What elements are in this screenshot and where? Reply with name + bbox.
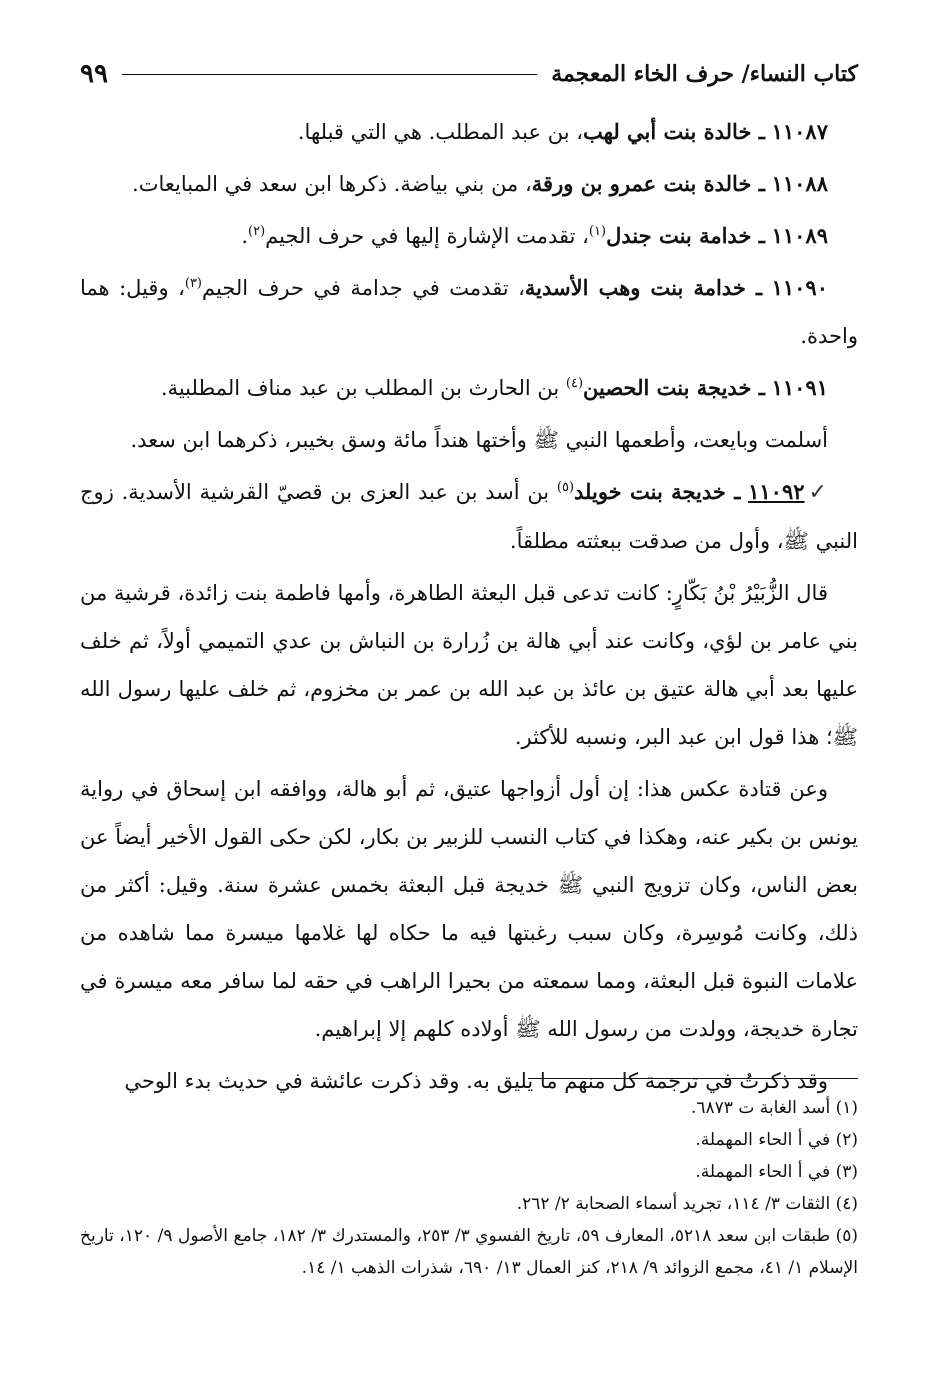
paragraph-text: : كانت تدعى قبل البعثة الطاهرة، وأمها فاطمة بنت زائدة، قرشية من بني عامر بن لؤي، وكانت عند أبي هالة بن زُرارة بن النباش بن عدي التميمي أولاً، ثم خلف عليها بعد أبي هالة عتيق بن عائذ بن عبد الله بن عمر بن مخزوم، ثم خلف عليها رسول الله ﷺ؛ هذا قول ابن عبد البر، ونسبه للأكثر. <box>80 581 859 749</box>
footnote-item: (٢) في أ الحاء المهملة. <box>695 1130 858 1150</box>
entry-11091: ١١٠٩١ ـ خديجة بنت الحصين$^{(٤)}$ بن الحارث بن المطلب بن عبد مناف المطلبية. <box>160 375 828 400</box>
checkmark-icon: ✓ <box>808 480 828 505</box>
footnote-ref: (٥) <box>556 480 575 495</box>
header-rule <box>122 74 537 75</box>
entry-number: ١١٠٩٠ <box>771 275 828 300</box>
entry-11090: ١١٠٩٠ ـ خدامة بنت وهب الأسدية، تقدمت في جدامة في حرف الجيم$^{(٣)}$، وقيل: هما واحدة. <box>80 275 858 348</box>
entry-number: ١١٠٨٨ <box>771 171 828 196</box>
paragraph-bayaat: أسلمت وبايعت، وأطعمها النبي ﷺ وأختها هنداً مائة وسق بخيبر، ذكرهما ابن سعد. <box>130 428 828 452</box>
footnote-ref: (١) <box>588 224 607 239</box>
entry-text: ، من بني بياضة. ذكرها ابن سعد في المبايعات. <box>132 172 532 196</box>
entry-11088: ١١٠٨٨ ـ خالدة بنت عمرو بن ورقة، من بني بياضة. ذكرها ابن سعد في المبايعات. <box>132 171 828 196</box>
entry-number: ١١٠٨٩ <box>771 223 828 248</box>
footnote-ref: (٣) <box>184 276 202 291</box>
entry-number: ١١٠٩١ <box>771 375 828 400</box>
paragraph-qatada: وعن قتادة عكس هذا: إن أول أزواجها عتيق، ثم أبو هالة، ووافقه ابن إسحاق في رواية يونس بن بكير عنه، وهكذا في كتاب النسب للزبير بن بكار، لكن حكى القول الأخير أيضاً عن بعض الناس، وكان تزويج النبي ﷺ خديجة قبل البعثة بخمس عشرة سنة. وقيل: أكثر من ذلك، وكانت مُوسِرة، وكان سبب رغبتها فيه ما حكاه لها غلامها ميسرة مما شاهده من علامات النبوة قبل البعثة، ومما سمعته من بحيرا الراهب في حقه لما سافر معه ميسرة في تجارة خديجة، وولدت من رسول الله ﷺ أولاده كلهم إلا إبراهيم. <box>80 777 858 1041</box>
footnote-rule <box>528 1078 858 1079</box>
footnote-item: (٥) طبقات ابن سعد ٥٢١٨، المعارف ٥٩، تاريخ الفسوي ٣/ ٢٥٣، والمستدرك ٣/ ١٨٢، جامع الأصول ٩/ ١٢٠، تاريخ الإسلام ١/ ٤١، مجمع الزوائد ٩/ ٢١٨، كنز العمال ١٣/ ٦٩٠، شذرات الذهب ١/ ١٤. <box>80 1226 858 1278</box>
entry-11087: ١١٠٨٧ ـ خالدة بنت أبي لهب، بن عبد المطلب. هي التي قبلها. <box>297 119 828 144</box>
entry-name: خديجة بنت الحصين <box>583 375 752 400</box>
footnote-item: (٣) في أ الحاء المهملة. <box>695 1162 858 1182</box>
paragraph-zubair <box>80 569 858 761</box>
entry-name: خالدة بنت عمرو بن ورقة <box>531 171 752 196</box>
entry-text: ، بن عبد المطلب. هي التي قبلها. <box>297 120 584 144</box>
entry-11089: ١١٠٨٩ ـ خدامة بنت جندل$^{(١)}$، تقدمت الإشارة إليها في حرف الجيم$^{(٢)}$. <box>241 223 828 248</box>
entry-text: ، تقدمت الإشارة إليها في حرف الجيم <box>265 224 589 248</box>
paragraph-continuation: وقد ذكرتُ في ترجمة كل منهم ما يليق به. وقد ذكرت عائشة في حديث بدء الوحي <box>124 1069 828 1093</box>
footnote-ref: (٤) <box>565 376 584 391</box>
entry-11092: ✓١١٠٩٢ ـ خديجة بنت خويلد$^{(٥)}$ بن أسد بن عبد العزى بن قصيّ القرشية الأسدية. زوج النبي ﷺ، وأول من صدقت ببعثته مطلقاً. <box>80 479 858 553</box>
entry-name: خديجة بنت خويلد <box>574 479 726 504</box>
main-text <box>80 108 858 1109</box>
footnote-ref: (٢) <box>248 224 266 239</box>
entry-text-end: ، وقيل: هما واحدة. <box>80 276 858 348</box>
entry-text: بن الحارث بن المطلب بن عبد مناف المطلبية. <box>160 376 566 400</box>
entry-name: خدامة بنت وهب الأسدية <box>524 275 746 300</box>
entry-text: ، تقدمت في جدامة في حرف الجيم <box>202 276 525 300</box>
entry-number: ١١٠٨٧ <box>771 119 828 144</box>
running-title: كتاب النساء/ حرف الخاء المعجمة <box>551 61 858 87</box>
page-number: ٩٩ <box>80 59 108 89</box>
footnotes <box>80 1092 858 1284</box>
footnote-item: (٤) الثقات ٣/ ١١٤، تجريد أسماء الصحابة ٢/ ٢٦٢. <box>516 1194 858 1214</box>
entry-number: ١١٠٩٢ <box>748 479 805 504</box>
paragraph-lead: قال الزُّبَيْرُ بْنُ بَكّارٍ <box>672 581 828 605</box>
entry-name: خالدة بنت أبي لهب <box>583 119 752 144</box>
entry-name: خدامة بنت جندل <box>606 223 752 248</box>
entry-text-end: . <box>241 224 248 248</box>
footnote-item: (١) أسد الغابة ت ٦٨٧٣. <box>691 1098 858 1118</box>
running-header <box>80 52 858 96</box>
entry-text: بن أسد بن عبد العزى بن قصيّ القرشية الأسدية. زوج النبي ﷺ، وأول من صدقت ببعثته مطلقاً. <box>80 480 858 553</box>
